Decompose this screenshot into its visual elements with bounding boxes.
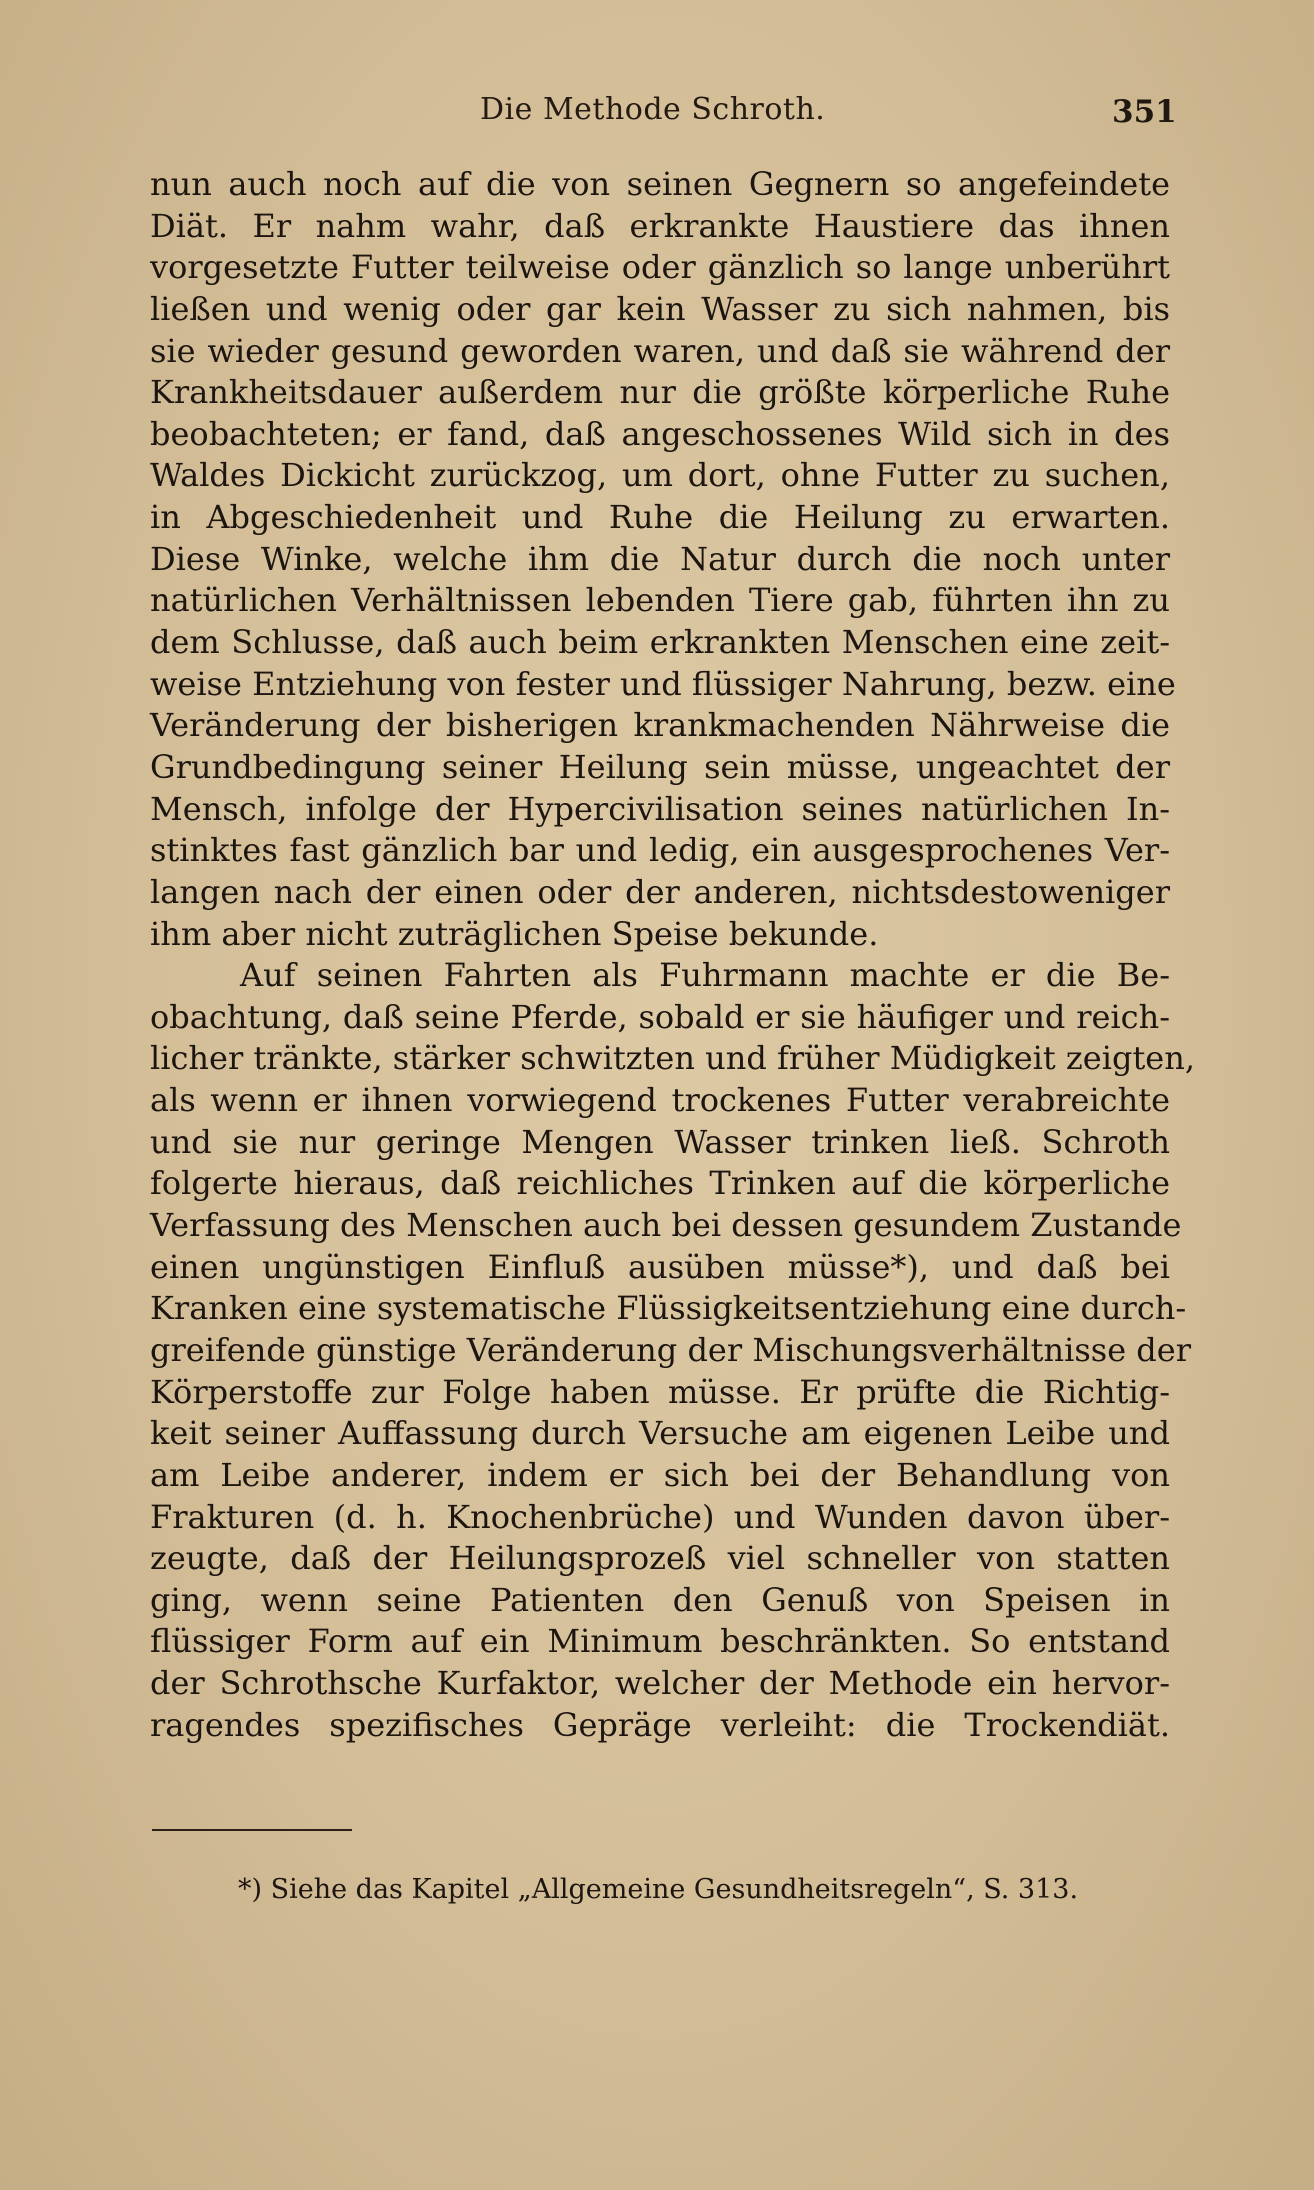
text-line: sie wieder gesund geworden waren, und daß sie während der	[150, 331, 1170, 370]
page-number: 351	[1112, 94, 1177, 130]
text-line: beobachteten; er fand, daß angeschossenes Wild sich in des	[150, 414, 1170, 453]
text-line: Frakturen (d. h. Knochenbrüche) und Wunden davon über-	[150, 1497, 1170, 1536]
text-line: nun auch noch auf die von seinen Gegnern so angefeindete	[150, 165, 1170, 203]
text-line: in Abgeschiedenheit und Ruhe die Heilung zu erwarten.	[150, 498, 1170, 537]
text-line: Kranken eine systematische Flüssigkeitsentziehung eine durch-	[150, 1289, 1187, 1328]
footnote: *) Siehe das Kapitel „Allgemeine Gesundheitsregeln“, S. 313.	[238, 1874, 1079, 1905]
text-line: Krankheitsdauer außerdem nur die größte körperliche Ruhe	[150, 373, 1170, 412]
text-line: Mensch, infolge der Hypercivilisation seines natürlichen In-	[150, 789, 1170, 828]
text-line: am Leibe anderer, indem er sich bei der Behandlung von	[150, 1455, 1170, 1494]
text-line: Veränderung der bisherigen krankmachenden Nährweise die	[150, 706, 1170, 745]
text-line: vorgesetzte Futter teilweise oder gänzlich so lange unberührt	[150, 248, 1170, 287]
body-text	[150, 164, 1196, 1746]
text-line: ging, wenn seine Patienten den Genuß von Speisen in	[150, 1580, 1170, 1619]
text-line: keit seiner Auffassung durch Versuche am eigenen Leibe und	[150, 1414, 1170, 1453]
text-line: Verfassung des Menschen auch bei dessen gesundem Zustande	[150, 1206, 1182, 1245]
text-line: dem Schlusse, daß auch beim erkrankten Menschen eine zeit-	[150, 623, 1170, 662]
running-head: Die Methode Schroth.	[480, 92, 826, 127]
text-line: weise Entziehung von fester und flüssiger Nahrung, bezw. eine	[150, 664, 1176, 703]
text-line: natürlichen Verhältnissen lebenden Tiere gab, führten ihn zu	[150, 581, 1170, 620]
paragraph-end-line: ihm aber nicht zuträglichen Speise bekunde.	[150, 914, 879, 953]
text-line: folgerte hieraus, daß reichliches Trinken auf die körperliche	[150, 1164, 1170, 1203]
text-line: greifende günstige Veränderung der Mischungsverhältnisse der	[150, 1330, 1192, 1369]
text-line: langen nach der einen oder der anderen, nichtsdestoweniger	[150, 872, 1170, 911]
text-line: Waldes Dickicht zurückzog, um dort, ohne Futter zu suchen,	[150, 456, 1170, 495]
text-line: und sie nur geringe Mengen Wasser trinken ließ. Schroth	[150, 1122, 1170, 1161]
text-line: der Schrothsche Kurfaktor, welcher der Methode ein hervor-	[150, 1664, 1170, 1703]
text-line: obachtung, daß seine Pferde, sobald er sie häufiger und reich-	[150, 997, 1170, 1036]
text-line: ließen und wenig oder gar kein Wasser zu sich nahmen, bis	[150, 289, 1170, 328]
text-line: Grundbedingung seiner Heilung sein müsse, ungeachtet der	[150, 747, 1170, 786]
text-line: ragendes spezifisches Gepräge verleiht: die Trockendiät.	[150, 1705, 1170, 1744]
text-line: licher tränkte, stärker schwitzten und früher Müdigkeit zeigten,	[150, 1039, 1196, 1078]
text-line: als wenn er ihnen vorwiegend trockenes Futter verabreichte	[150, 1081, 1170, 1120]
text-line: flüssiger Form auf ein Minimum beschränkten. So entstand	[150, 1622, 1170, 1661]
page-header	[0, 84, 1314, 134]
footnote-divider	[152, 1829, 352, 1831]
text-line: Körperstoffe zur Folge haben müsse. Er prüfte die Richtig-	[150, 1372, 1170, 1411]
paragraph-start-line: Auf seinen Fahrten als Fuhrmann machte er die Be-	[240, 956, 1170, 995]
text-line: zeugte, daß der Heilungsprozeß viel schneller von statten	[150, 1539, 1170, 1578]
text-line: stinktes fast gänzlich bar und ledig, ein ausgesprochenes Ver-	[150, 831, 1170, 870]
text-line: Diese Winke, welche ihm die Natur durch die noch unter	[150, 539, 1170, 578]
text-line: einen ungünstigen Einfluß ausüben müsse*), und daß bei	[150, 1247, 1170, 1286]
text-line: Diät. Er nahm wahr, daß erkrankte Haustiere das ihnen	[150, 206, 1170, 245]
